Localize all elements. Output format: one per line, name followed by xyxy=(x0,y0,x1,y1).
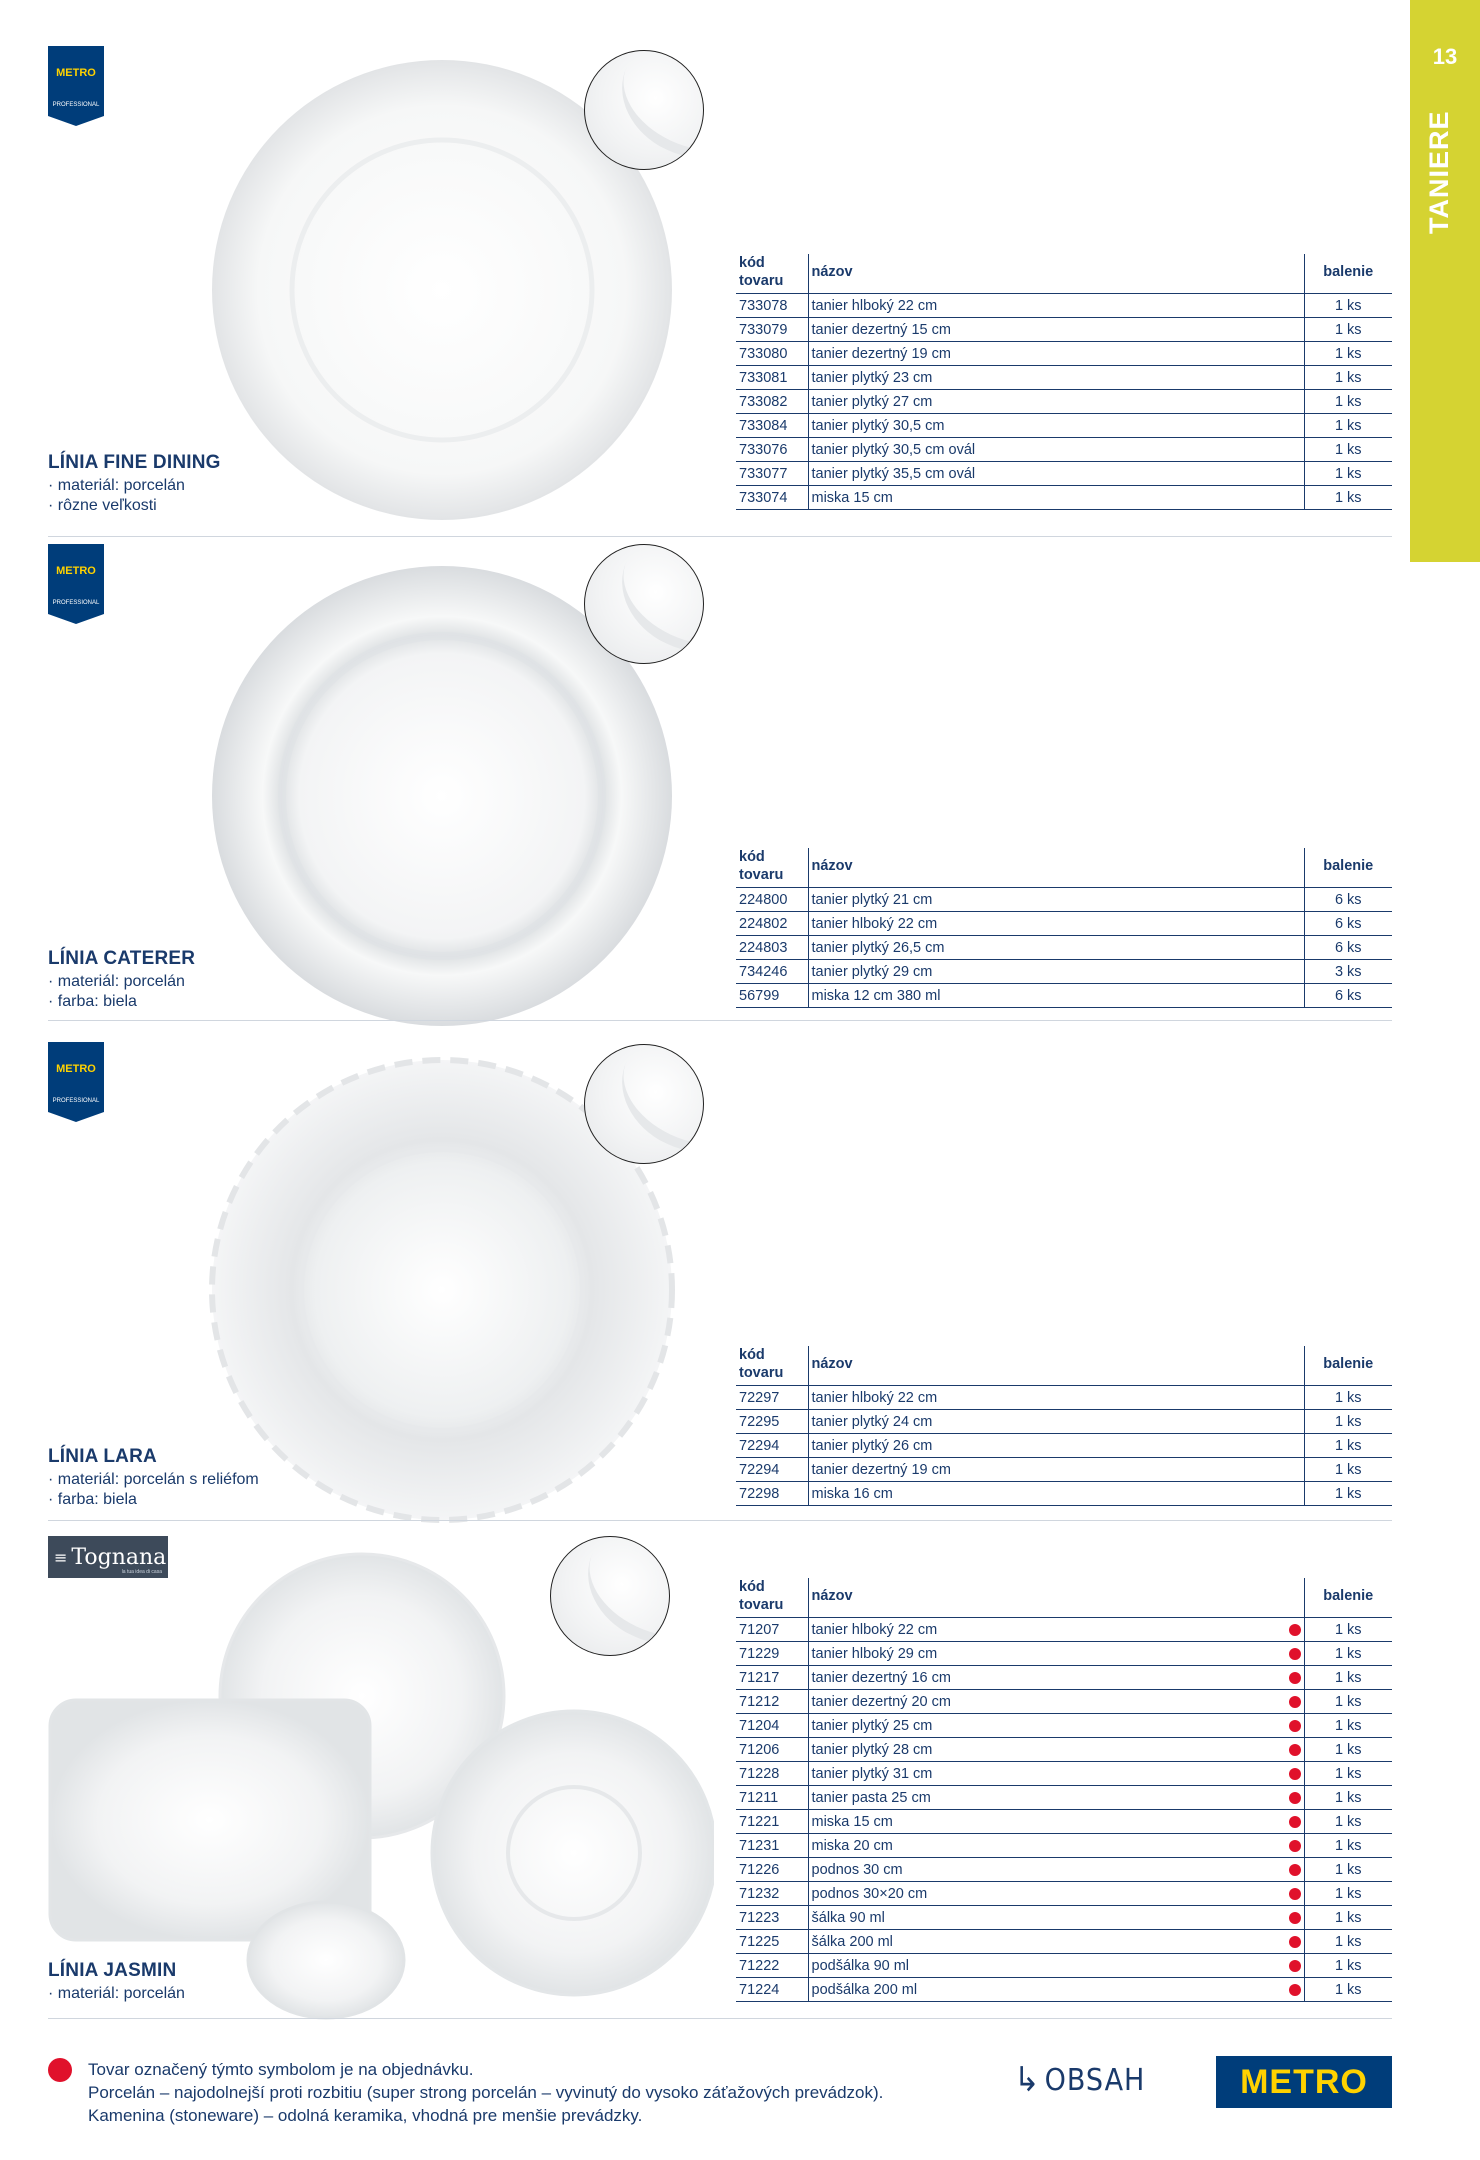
section-lara xyxy=(0,1020,1410,1520)
product-code: 733084 xyxy=(736,414,808,438)
product-name: miska 15 cm xyxy=(808,486,1304,510)
product-pack: 1 ks xyxy=(1304,1954,1392,1978)
product-code: 734246 xyxy=(736,960,808,984)
product-name: miska 20 cm xyxy=(808,1834,1286,1858)
metro-badge-text: METRO xyxy=(56,565,96,577)
table-row xyxy=(736,438,1392,462)
category-title: TANIERE xyxy=(1424,110,1454,234)
spec-item: · materiál: porcelán xyxy=(48,972,185,992)
table-row xyxy=(736,912,1392,936)
table-row xyxy=(736,366,1392,390)
obsah-label: OBSAH xyxy=(1044,2062,1146,2098)
on-order-dot-icon xyxy=(1289,1888,1301,1900)
product-code: 733079 xyxy=(736,318,808,342)
on-order-cell xyxy=(1286,1738,1304,1762)
product-pack: 1 ks xyxy=(1304,1434,1392,1458)
product-name: tanier hlboký 22 cm xyxy=(808,912,1304,936)
product-code: 72295 xyxy=(736,1410,808,1434)
product-pack: 1 ks xyxy=(1304,1642,1392,1666)
on-order-cell xyxy=(1286,1978,1304,2002)
table-row xyxy=(736,1410,1392,1434)
product-table xyxy=(736,254,1392,510)
table-row xyxy=(736,390,1392,414)
table-row xyxy=(736,1666,1392,1690)
on-order-dot-icon xyxy=(1289,1816,1301,1828)
table-row xyxy=(736,960,1392,984)
metro-professional-badge xyxy=(48,1042,104,1122)
product-name: tanier hlboký 22 cm xyxy=(808,1386,1304,1410)
product-code: 72298 xyxy=(736,1482,808,1506)
product-pack: 6 ks xyxy=(1304,936,1392,960)
table-row xyxy=(736,1882,1392,1906)
product-pack: 1 ks xyxy=(1304,1458,1392,1482)
product-pack: 1 ks xyxy=(1304,294,1392,318)
product-code: 71232 xyxy=(736,1882,808,1906)
table-row xyxy=(736,1858,1392,1882)
table-header-row xyxy=(736,848,1392,888)
product-pack: 6 ks xyxy=(1304,912,1392,936)
line-specs xyxy=(48,476,185,516)
on-order-cell xyxy=(1286,1882,1304,1906)
header-pack: balenie xyxy=(1304,1578,1392,1618)
line-title: LÍNIA CATERER xyxy=(48,948,196,969)
product-code: 71228 xyxy=(736,1762,808,1786)
product-pack: 1 ks xyxy=(1304,390,1392,414)
line-title: LÍNIA JASMIN xyxy=(48,1960,177,1981)
product-code: 72297 xyxy=(736,1386,808,1410)
product-table xyxy=(736,1578,1392,2002)
table-row xyxy=(736,1386,1392,1410)
product-pack: 1 ks xyxy=(1304,318,1392,342)
tognana-tagline: la tua idea di casa xyxy=(121,1569,162,1575)
product-code: 733080 xyxy=(736,342,808,366)
header-code: kód tovaru xyxy=(736,1346,808,1386)
product-pack: 6 ks xyxy=(1304,888,1392,912)
on-order-dot-icon xyxy=(1289,1744,1301,1756)
on-order-dot-icon xyxy=(1289,1720,1301,1732)
fine-dining-detail-zoom xyxy=(584,50,704,170)
product-code: 71204 xyxy=(736,1714,808,1738)
footer-note: Tovar označený týmto symbolom je na objednávku. xyxy=(88,2060,474,2079)
product-code: 72294 xyxy=(736,1434,808,1458)
on-order-dot-icon xyxy=(1289,1912,1301,1924)
product-name: tanier plytký 31 cm xyxy=(808,1762,1286,1786)
product-name: tanier hlboký 22 cm xyxy=(808,1618,1286,1642)
table-row xyxy=(736,936,1392,960)
table-row xyxy=(736,1642,1392,1666)
table-row xyxy=(736,1738,1392,1762)
return-arrow-icon: ↳ xyxy=(1014,2060,1041,2100)
on-order-dot-icon xyxy=(1289,1624,1301,1636)
product-name: tanier plytký 28 cm xyxy=(808,1738,1286,1762)
on-order-cell xyxy=(1286,1690,1304,1714)
product-pack: 6 ks xyxy=(1304,984,1392,1008)
on-order-dot-icon xyxy=(1289,1984,1301,1996)
product-code: 733074 xyxy=(736,486,808,510)
table-row xyxy=(736,888,1392,912)
spec-item: · rôzne veľkosti xyxy=(48,496,185,516)
product-code: 733081 xyxy=(736,366,808,390)
on-order-dot-icon xyxy=(1289,1960,1301,1972)
metro-badge-text: METRO xyxy=(56,67,96,79)
product-code: 71217 xyxy=(736,1666,808,1690)
product-code: 71223 xyxy=(736,1906,808,1930)
on-order-cell xyxy=(1286,1786,1304,1810)
on-order-dot-icon xyxy=(1289,1864,1301,1876)
product-code: 56799 xyxy=(736,984,808,1008)
section-caterer xyxy=(0,520,1410,1020)
product-name: tanier plytký 30,5 cm xyxy=(808,414,1304,438)
table-row xyxy=(736,1930,1392,1954)
product-pack: 1 ks xyxy=(1304,1882,1392,1906)
product-name: šálka 200 ml xyxy=(808,1930,1286,1954)
jasmin-detail-zoom xyxy=(550,1536,670,1656)
product-name: tanier dezertný 19 cm xyxy=(808,1458,1304,1482)
table-row xyxy=(736,414,1392,438)
on-order-cell xyxy=(1286,1618,1304,1642)
table-row xyxy=(736,984,1392,1008)
header-pack: balenie xyxy=(1304,1346,1392,1386)
product-code: 72294 xyxy=(736,1458,808,1482)
on-order-cell xyxy=(1286,1762,1304,1786)
table-row xyxy=(736,318,1392,342)
section-divider xyxy=(48,2018,1392,2019)
product-code: 224802 xyxy=(736,912,808,936)
product-name: tanier dezertný 19 cm xyxy=(808,342,1304,366)
on-order-dot-icon xyxy=(1289,1768,1301,1780)
line-specs xyxy=(48,1984,185,2004)
header-code: kód tovaru xyxy=(736,1578,808,1618)
table-row xyxy=(736,294,1392,318)
product-code: 71221 xyxy=(736,1810,808,1834)
product-pack: 1 ks xyxy=(1304,1810,1392,1834)
side-tab xyxy=(1410,0,1480,562)
obsah-link[interactable] xyxy=(1014,2060,1145,2100)
on-order-dot-icon xyxy=(1289,1792,1301,1804)
product-name: tanier plytký 30,5 cm ovál xyxy=(808,438,1304,462)
table-row xyxy=(736,486,1392,510)
product-code: 71225 xyxy=(736,1930,808,1954)
product-pack: 1 ks xyxy=(1304,1786,1392,1810)
on-order-cell xyxy=(1286,1810,1304,1834)
table-row xyxy=(736,1482,1392,1506)
footer-note: Porcelán – najodolnejší proti rozbitiu (super strong porcelán – vyvinutý do vysoko záťažových prevádzok). xyxy=(88,2083,884,2102)
section-fine-dining xyxy=(0,0,1410,520)
metro-professional-badge xyxy=(48,544,104,624)
spec-item: · materiál: porcelán xyxy=(48,1984,185,2004)
product-code: 733076 xyxy=(736,438,808,462)
table-row xyxy=(736,1978,1392,2002)
line-specs xyxy=(48,972,185,1012)
product-pack: 1 ks xyxy=(1304,342,1392,366)
product-code: 71231 xyxy=(736,1834,808,1858)
product-name: tanier plytký 29 cm xyxy=(808,960,1304,984)
table-row xyxy=(736,1834,1392,1858)
product-code: 71224 xyxy=(736,1978,808,2002)
tognana-lines-icon: ≡ xyxy=(54,1547,68,1567)
product-name: tanier plytký 26 cm xyxy=(808,1434,1304,1458)
product-code: 71222 xyxy=(736,1954,808,1978)
table-row xyxy=(736,1714,1392,1738)
product-name: miska 16 cm xyxy=(808,1482,1304,1506)
table-row xyxy=(736,1786,1392,1810)
table-row xyxy=(736,1810,1392,1834)
spec-item: · materiál: porcelán xyxy=(48,476,185,496)
section-jasmin xyxy=(0,1520,1410,2020)
footer-notes xyxy=(88,2058,883,2127)
metro-badge-sub: PROFESSIONAL xyxy=(52,1098,100,1104)
product-name: šálka 90 ml xyxy=(808,1906,1286,1930)
product-pack: 1 ks xyxy=(1304,1666,1392,1690)
on-order-cell xyxy=(1286,1930,1304,1954)
on-order-cell xyxy=(1286,1666,1304,1690)
footer xyxy=(0,2040,1480,2160)
table-row xyxy=(736,1906,1392,1930)
tognana-wordmark: Tognana xyxy=(71,1544,167,1570)
product-pack: 1 ks xyxy=(1304,366,1392,390)
metro-badge-sub: PROFESSIONAL xyxy=(52,600,100,606)
product-pack: 1 ks xyxy=(1304,1930,1392,1954)
product-name: podšálka 90 ml xyxy=(808,1954,1286,1978)
lara-detail-zoom xyxy=(584,1044,704,1164)
product-name: tanier hlboký 29 cm xyxy=(808,1642,1286,1666)
footer-note: Kamenina (stoneware) – odolná keramika, vhodná pre menšie prevádzky. xyxy=(88,2106,643,2125)
product-name: tanier dezertný 16 cm xyxy=(808,1666,1286,1690)
product-name: tanier plytký 23 cm xyxy=(808,366,1304,390)
product-name: podšálka 200 ml xyxy=(808,1978,1286,2002)
table-row xyxy=(736,1762,1392,1786)
table-row xyxy=(736,1618,1392,1642)
product-name: tanier plytký 35,5 cm ovál xyxy=(808,462,1304,486)
on-order-dot-icon xyxy=(1289,1672,1301,1684)
on-order-cell xyxy=(1286,1834,1304,1858)
product-name: podnos 30×20 cm xyxy=(808,1882,1286,1906)
product-code: 71212 xyxy=(736,1690,808,1714)
line-specs xyxy=(48,1470,259,1510)
product-pack: 1 ks xyxy=(1304,1482,1392,1506)
header-pack: balenie xyxy=(1304,848,1392,888)
header-name: názov xyxy=(808,1578,1304,1618)
product-pack: 1 ks xyxy=(1304,1690,1392,1714)
product-pack: 1 ks xyxy=(1304,462,1392,486)
header-name: názov xyxy=(808,848,1304,888)
product-name: tanier plytký 21 cm xyxy=(808,888,1304,912)
metro-badge-text: METRO xyxy=(56,1063,96,1075)
product-code: 733078 xyxy=(736,294,808,318)
table-row xyxy=(736,1690,1392,1714)
table-row xyxy=(736,1954,1392,1978)
product-pack: 1 ks xyxy=(1304,1762,1392,1786)
product-name: tanier plytký 24 cm xyxy=(808,1410,1304,1434)
table-row xyxy=(736,1434,1392,1458)
table-row xyxy=(736,342,1392,366)
on-order-dot-icon xyxy=(1289,1648,1301,1660)
on-order-legend-dot-icon xyxy=(48,2058,72,2082)
product-pack: 1 ks xyxy=(1304,1834,1392,1858)
product-name: tanier hlboký 22 cm xyxy=(808,294,1304,318)
spec-item: · materiál: porcelán s reliéfom xyxy=(48,1470,259,1490)
spec-item: · farba: biela xyxy=(48,1490,259,1510)
product-code: 71207 xyxy=(736,1618,808,1642)
line-title: LÍNIA FINE DINING xyxy=(48,452,221,473)
product-pack: 1 ks xyxy=(1304,1978,1392,2002)
product-pack: 1 ks xyxy=(1304,1386,1392,1410)
product-pack: 1 ks xyxy=(1304,1714,1392,1738)
product-pack: 1 ks xyxy=(1304,1738,1392,1762)
product-name: miska 12 cm 380 ml xyxy=(808,984,1304,1008)
product-code: 224800 xyxy=(736,888,808,912)
on-order-dot-icon xyxy=(1289,1840,1301,1852)
header-pack: balenie xyxy=(1304,254,1392,294)
product-pack: 1 ks xyxy=(1304,486,1392,510)
product-code: 224803 xyxy=(736,936,808,960)
product-table xyxy=(736,1346,1392,1506)
table-row xyxy=(736,462,1392,486)
product-name: tanier plytký 26,5 cm xyxy=(808,936,1304,960)
product-code: 71211 xyxy=(736,1786,808,1810)
product-name: miska 15 cm xyxy=(808,1810,1286,1834)
line-title: LÍNIA LARA xyxy=(48,1446,157,1467)
product-code: 733082 xyxy=(736,390,808,414)
metro-badge-sub: PROFESSIONAL xyxy=(52,102,100,108)
table-header-row xyxy=(736,1346,1392,1386)
header-code: kód tovaru xyxy=(736,254,808,294)
product-pack: 1 ks xyxy=(1304,438,1392,462)
product-table xyxy=(736,848,1392,1008)
product-pack: 1 ks xyxy=(1304,1410,1392,1434)
header-code: kód tovaru xyxy=(736,848,808,888)
metro-logo: METRO xyxy=(1216,2056,1392,2108)
product-name: tanier dezertný 15 cm xyxy=(808,318,1304,342)
product-pack: 1 ks xyxy=(1304,1858,1392,1882)
table-row xyxy=(736,1458,1392,1482)
page-number: 13 xyxy=(1432,44,1458,69)
product-code: 71226 xyxy=(736,1858,808,1882)
product-name: tanier pasta 25 cm xyxy=(808,1786,1286,1810)
product-pack: 1 ks xyxy=(1304,414,1392,438)
on-order-cell xyxy=(1286,1954,1304,1978)
product-pack: 1 ks xyxy=(1304,1618,1392,1642)
product-pack: 3 ks xyxy=(1304,960,1392,984)
table-header-row xyxy=(736,254,1392,294)
product-code: 733077 xyxy=(736,462,808,486)
product-pack: 1 ks xyxy=(1304,1906,1392,1930)
on-order-cell xyxy=(1286,1906,1304,1930)
product-code: 71229 xyxy=(736,1642,808,1666)
on-order-dot-icon xyxy=(1289,1696,1301,1708)
product-name: tanier dezertný 20 cm xyxy=(808,1690,1286,1714)
product-name: podnos 30 cm xyxy=(808,1858,1286,1882)
product-code: 71206 xyxy=(736,1738,808,1762)
on-order-cell xyxy=(1286,1714,1304,1738)
spec-item: · farba: biela xyxy=(48,992,185,1012)
product-name: tanier plytký 27 cm xyxy=(808,390,1304,414)
metro-professional-badge xyxy=(48,46,104,126)
on-order-dot-icon xyxy=(1289,1936,1301,1948)
table-header-row xyxy=(736,1578,1392,1618)
header-name: názov xyxy=(808,1346,1304,1386)
header-name: názov xyxy=(808,254,1304,294)
on-order-cell xyxy=(1286,1642,1304,1666)
product-name: tanier plytký 25 cm xyxy=(808,1714,1286,1738)
caterer-detail-zoom xyxy=(584,544,704,664)
on-order-cell xyxy=(1286,1858,1304,1882)
